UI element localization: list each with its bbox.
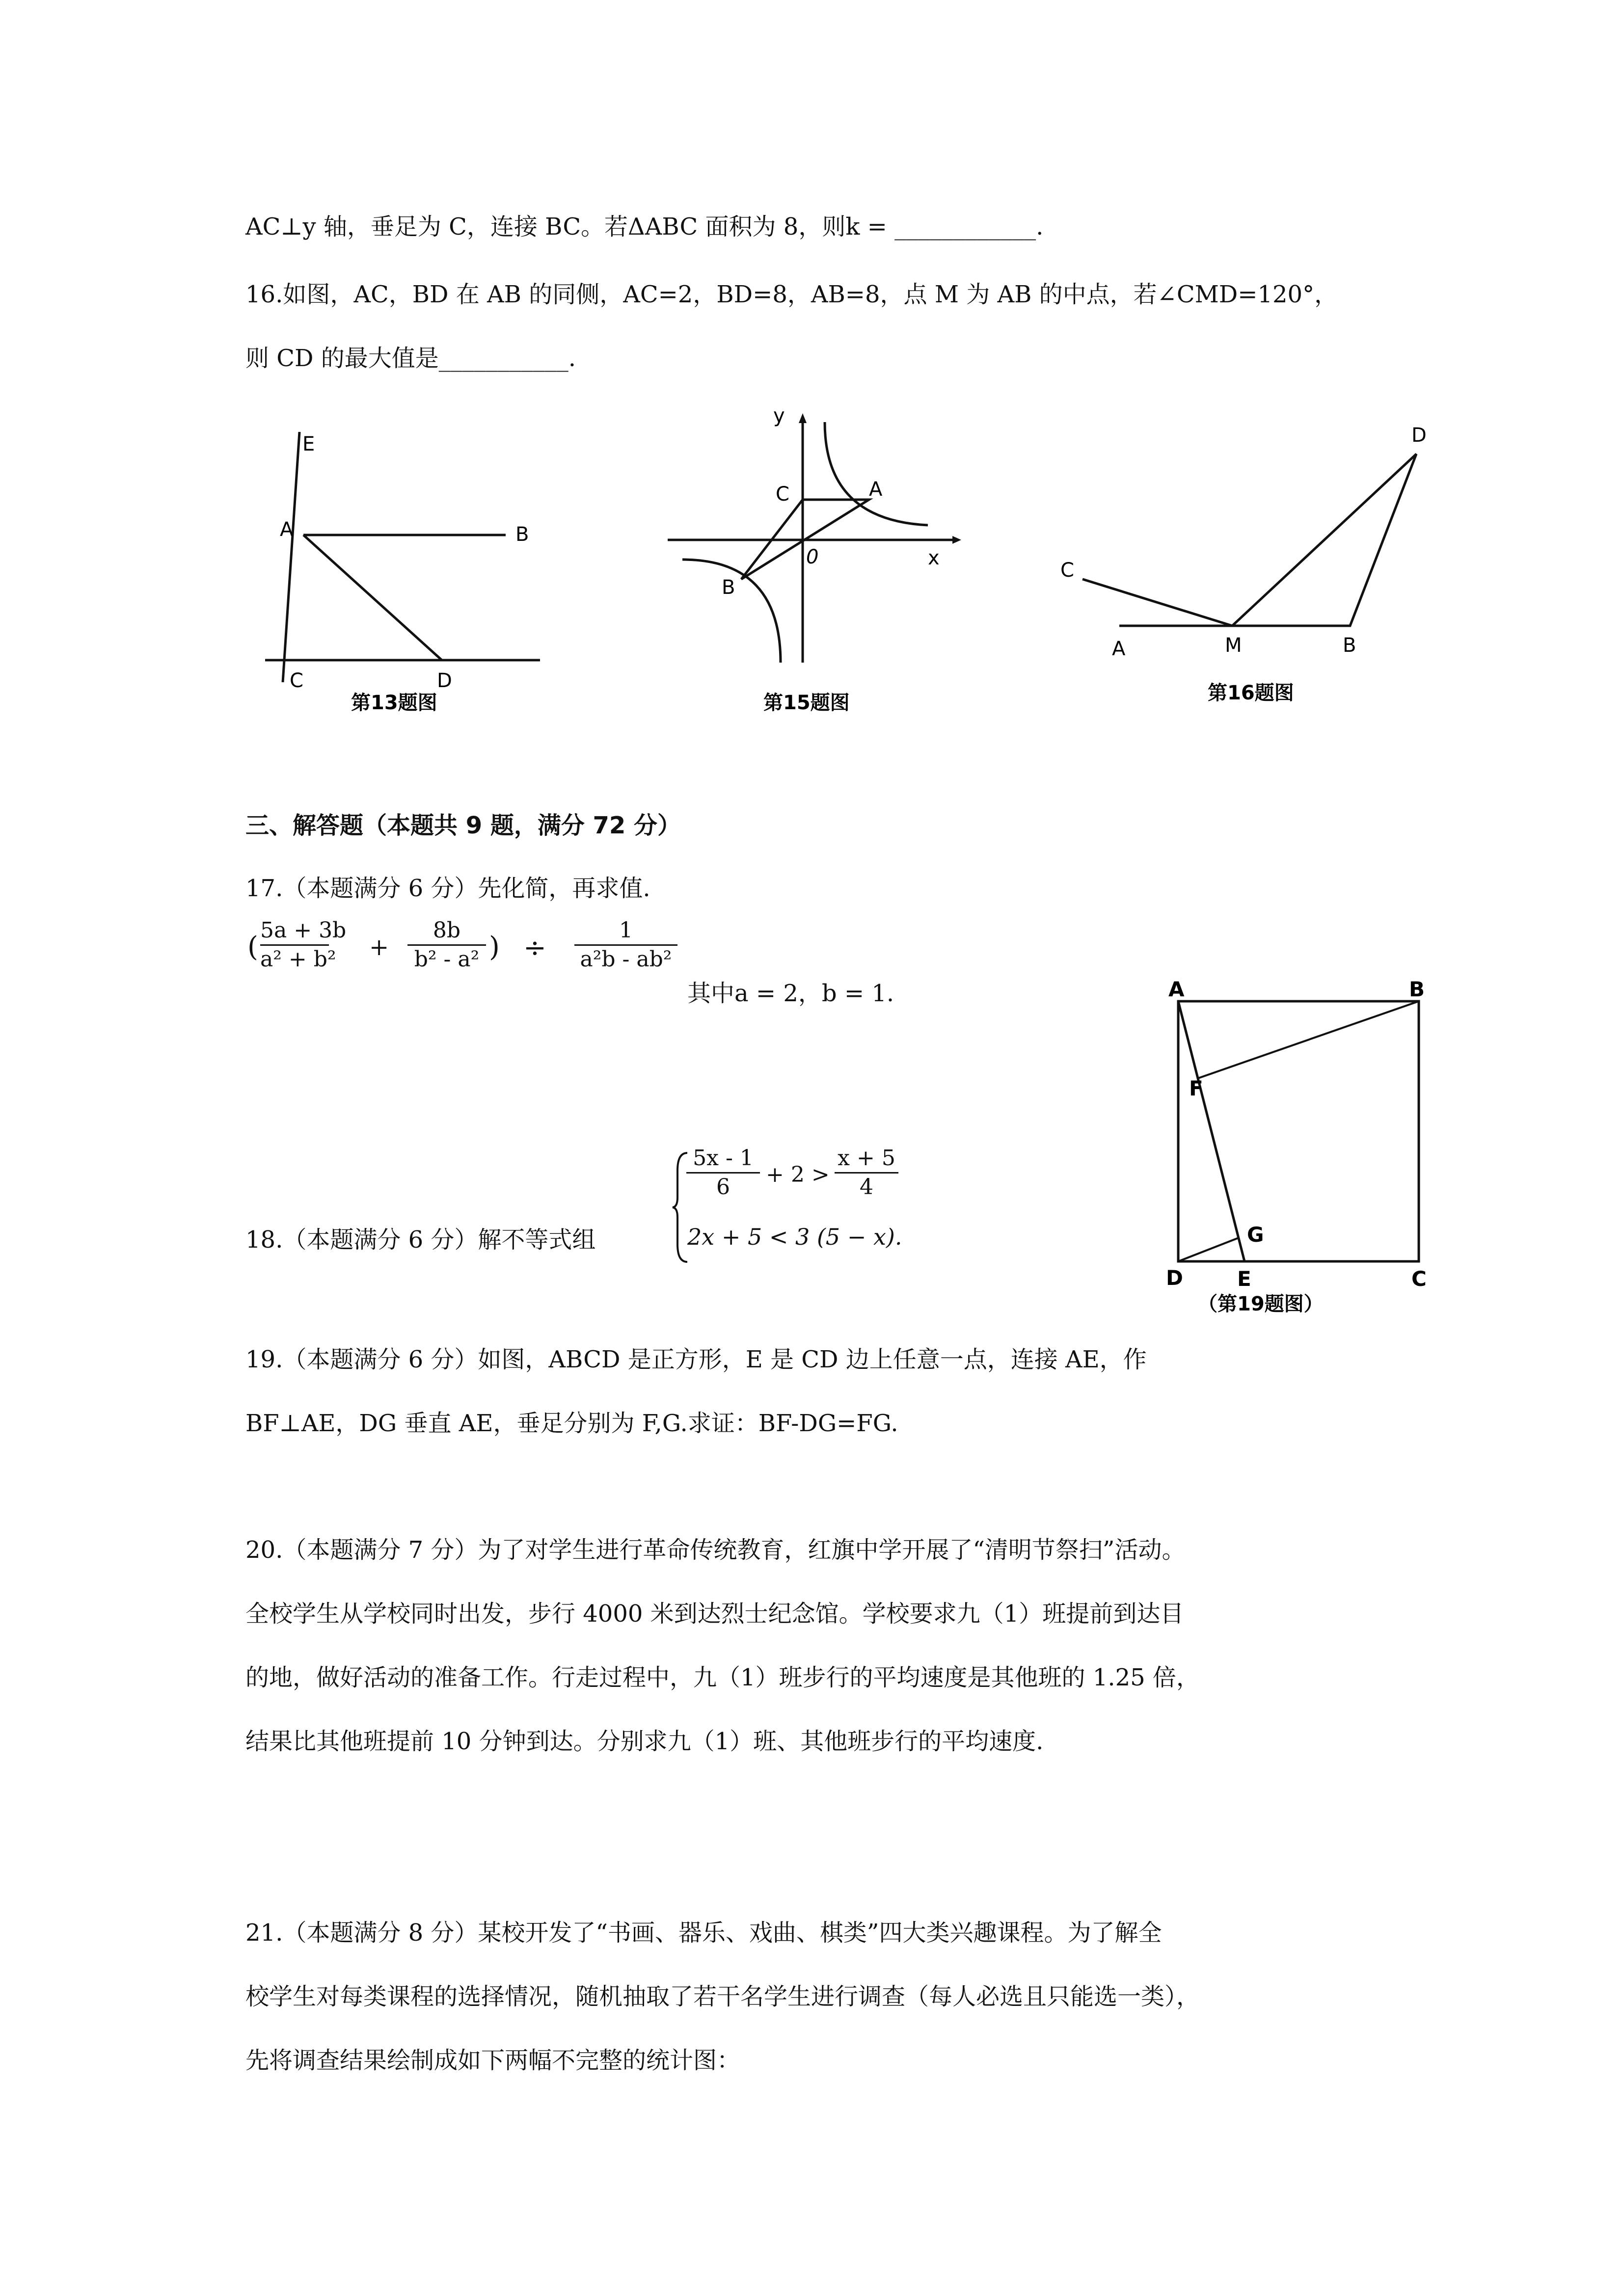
q17-frac2 bbox=[407, 917, 486, 973]
figure-16 bbox=[1046, 417, 1448, 721]
q19-line1: 19.（本题满分 6 分）如图，ABCD 是正方形，E 是 CD 边上任意一点，连接 AE，作 bbox=[245, 1346, 1147, 1373]
q18-ineq1-frac bbox=[686, 1145, 760, 1201]
q16-line1: 16.如图，AC，BD 在 AB 的同侧，AC=2，BD=8，AB=8，点 M 为 AB 的中点，若∠CMD=120°， bbox=[245, 281, 1338, 308]
q18-ineq1-frac-num: 5x - 1 bbox=[693, 1146, 754, 1171]
q17-frac1-den: a² + b² bbox=[260, 947, 336, 972]
q17-intro: 17.（本题满分 6 分）先化简，再求值. bbox=[245, 875, 650, 902]
q18-ineq1-frac-den: 6 bbox=[716, 1175, 730, 1200]
q17-frac3-den: a²b - ab² bbox=[580, 947, 672, 972]
q20-line4: 结果比其他班提前 10 分钟到达。分别求九（1）班、其他班步行的平均速度. bbox=[245, 1728, 1044, 1755]
fig13-label-b: B bbox=[515, 523, 529, 546]
q20-line2: 全校学生从学校同时出发，步行 4000 米到达烈士纪念馆。学校要求九（1）班提前到达目 bbox=[245, 1600, 1184, 1628]
q21-line1: 21.（本题满分 8 分）某校开发了“书画、器乐、戏曲、棋类”四大类兴趣课程。为了解全 bbox=[245, 1919, 1162, 1947]
fig19-label-a: A bbox=[1168, 977, 1185, 1001]
q18-ineq1-mid: + 2 > bbox=[766, 1162, 830, 1187]
q21-line3: 先将调查结果绘制成如下两幅不完整的统计图： bbox=[245, 2047, 741, 2074]
figure-13 bbox=[255, 427, 550, 721]
figure-19 bbox=[1149, 962, 1453, 1315]
fig15-label-b: B bbox=[722, 576, 735, 599]
q21-line2: 校学生对每类课程的选择情况，随机抽取了若干名学生进行调查（每人必选且只能选一类）， bbox=[245, 1983, 1200, 2010]
fig19-label-b: B bbox=[1409, 977, 1425, 1001]
fig15-label-x: x bbox=[928, 547, 940, 569]
fig15-label-o: 0 bbox=[806, 546, 819, 568]
q20-line3: 的地，做好活动的准备工作。行走过程中，九（1）班步行的平均速度是其他班的 1.25 倍， bbox=[245, 1664, 1200, 1691]
q19-line2: BF⊥AE，DG 垂直 AE，垂足分别为 F,G.求证：BF-DG=FG. bbox=[245, 1410, 898, 1437]
fig16-caption: 第16题图 bbox=[1208, 682, 1294, 704]
fig19-label-f: F bbox=[1189, 1076, 1203, 1100]
q17-close-paren: ) bbox=[489, 931, 500, 963]
fig16-label-a: A bbox=[1112, 638, 1126, 660]
fig13-label-e: E bbox=[302, 433, 315, 455]
q17-frac1 bbox=[260, 917, 347, 973]
fig19-label-e: E bbox=[1237, 1267, 1251, 1291]
fig19-label-c: C bbox=[1411, 1267, 1427, 1291]
fig15-label-c: C bbox=[776, 483, 789, 506]
q16-line2: 则 CD 的最大值是___________. bbox=[245, 345, 576, 372]
q18-intro: 18.（本题满分 6 分）解不等式组 bbox=[245, 1226, 596, 1254]
q18-ineq1-rhs-num: x + 5 bbox=[838, 1146, 895, 1171]
fig19-label-g: G bbox=[1247, 1223, 1264, 1247]
q17-frac3 bbox=[574, 917, 677, 973]
q17-frac2-num: 8b bbox=[433, 918, 461, 943]
fig13-label-c: C bbox=[290, 669, 303, 692]
q18-ineq2: 2x + 5 < 3 (5 − x). bbox=[687, 1224, 902, 1250]
q18-ineq1-rhs-den: 4 bbox=[860, 1175, 873, 1200]
q17-open-paren: ( bbox=[247, 931, 258, 963]
fig16-label-b: B bbox=[1343, 634, 1356, 657]
q17-condition: 其中a = 2，b = 1. bbox=[687, 980, 894, 1007]
fig16-label-c: C bbox=[1060, 559, 1074, 582]
q17-frac2-den: b² - a² bbox=[414, 947, 480, 972]
q15-tail: AC⊥y 轴，垂足为 C，连接 BC。若ΔABC 面积为 8，则k = ____________. bbox=[245, 213, 1044, 240]
fig16-label-d: D bbox=[1411, 424, 1427, 447]
fig13-label-a: A bbox=[280, 518, 294, 541]
section3-title: 三、解答题（本题共 9 题，满分 72 分） bbox=[245, 812, 681, 839]
fig13-label-d: D bbox=[437, 669, 452, 692]
fig15-label-y: y bbox=[773, 404, 785, 427]
q20-line1: 20.（本题满分 7 分）为了对学生进行革命传统教育，红旗中学开展了“清明节祭扫”活动。 bbox=[245, 1536, 1186, 1564]
q17-frac3-num: 1 bbox=[619, 918, 633, 943]
q17-divide: ÷ bbox=[523, 932, 546, 964]
fig15-label-a: A bbox=[869, 478, 883, 501]
fig19-label-d: D bbox=[1166, 1266, 1183, 1290]
q17-plus: + bbox=[369, 934, 389, 961]
fig19-caption: （第19题图） bbox=[1198, 1293, 1324, 1315]
q17-frac1-num: 5a + 3b bbox=[260, 918, 347, 943]
fig13-caption: 第13题图 bbox=[351, 692, 437, 714]
fig15-caption: 第15题图 bbox=[763, 692, 850, 714]
figure-15 bbox=[658, 398, 962, 721]
fig16-label-m: M bbox=[1225, 634, 1242, 657]
q18-ineq1-rhs bbox=[835, 1145, 898, 1201]
